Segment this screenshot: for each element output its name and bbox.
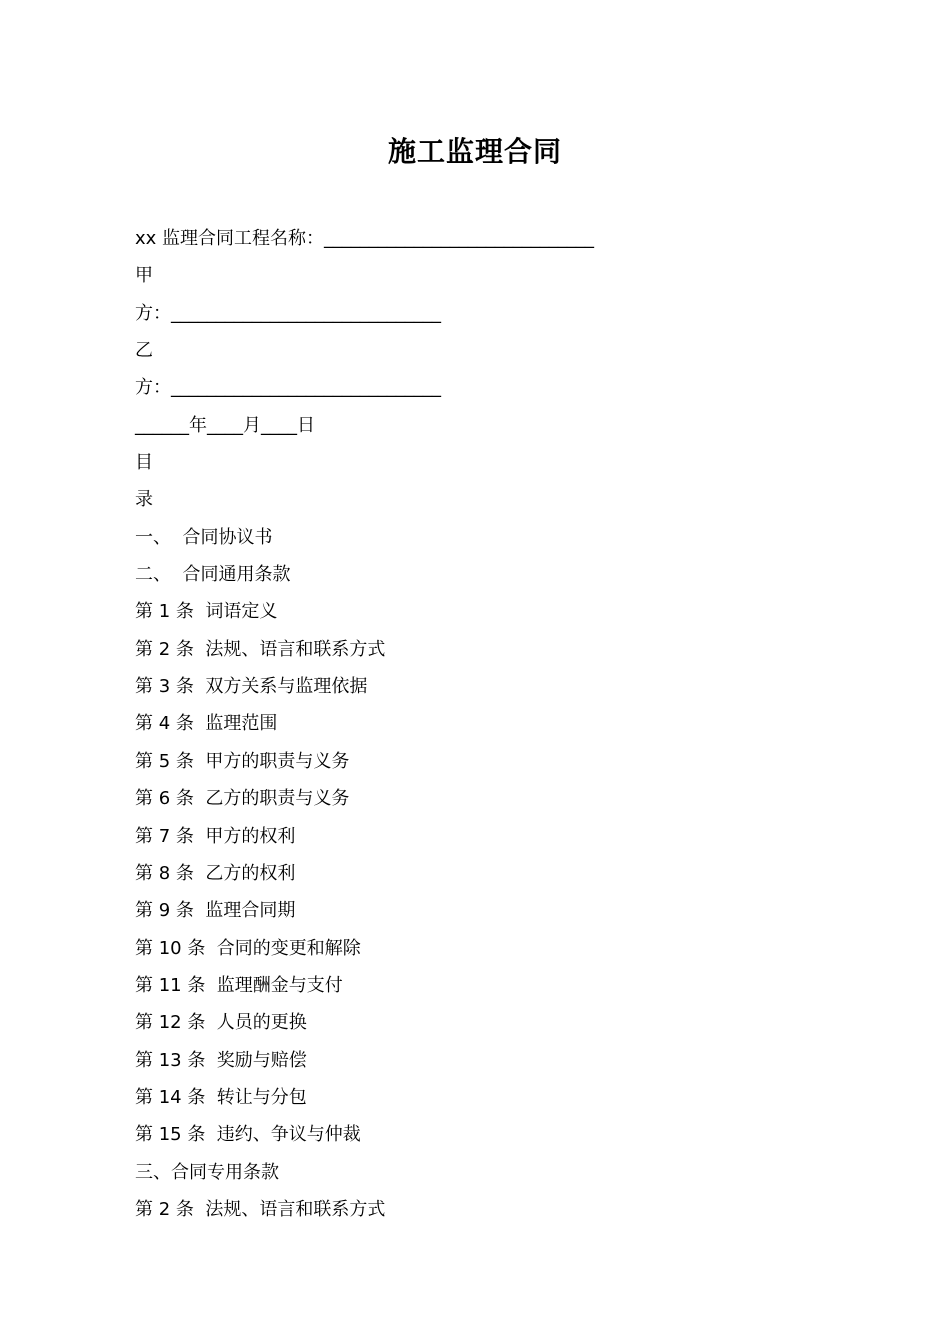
toc-item: 第 8 条 乙方的权利 (135, 862, 296, 884)
toc-item: 第 3 条 双方关系与监理依据 (135, 676, 368, 698)
party-a-label-line: 甲 (135, 265, 153, 287)
toc-item: 第 6 条 乙方的职责与义务 (135, 788, 350, 810)
toc-item: 第 2 条 法规、语言和联系方式 (135, 638, 386, 660)
toc-item: 第 9 条 监理合同期 (135, 900, 296, 922)
toc-item: 第 12 条 人员的更换 (135, 1012, 307, 1034)
toc-item: 一、 合同协议书 (135, 526, 273, 548)
toc-item: 第 11 条 监理酬金与支付 (135, 974, 343, 996)
toc-item: 第 13 条 奖励与赔偿 (135, 1049, 307, 1071)
toc-heading-line-2: 录 (135, 489, 153, 511)
party-a-field-line: 方：______________________________ (135, 302, 441, 324)
toc-item: 二、 合同通用条款 (135, 564, 291, 586)
toc-item: 第 7 条 甲方的权利 (135, 825, 296, 847)
toc-item: 第 1 条 词语定义 (135, 601, 278, 623)
toc-item: 第 10 条 合同的变更和解除 (135, 937, 361, 959)
toc-item: 第 15 条 违约、争议与仲裁 (135, 1124, 361, 1146)
toc-heading-line-1: 目 (135, 452, 153, 474)
date-line: ______年____月____日 (135, 414, 315, 436)
toc-item: 第 2 条 法规、语言和联系方式 (135, 1198, 386, 1220)
toc-item: 第 4 条 监理范围 (135, 713, 278, 735)
party-b-label-line: 乙 (135, 340, 153, 362)
toc-item: 第 14 条 转让与分包 (135, 1086, 307, 1108)
party-b-field-line: 方：______________________________ (135, 377, 441, 399)
document-title: 施工监理合同 (387, 135, 562, 168)
toc-item: 三、合同专用条款 (135, 1161, 279, 1183)
project-name-line: xx 监理合同工程名称：______________________________ (135, 228, 595, 249)
document-body (135, 220, 835, 1228)
toc-item: 第 5 条 甲方的职责与义务 (135, 750, 350, 772)
